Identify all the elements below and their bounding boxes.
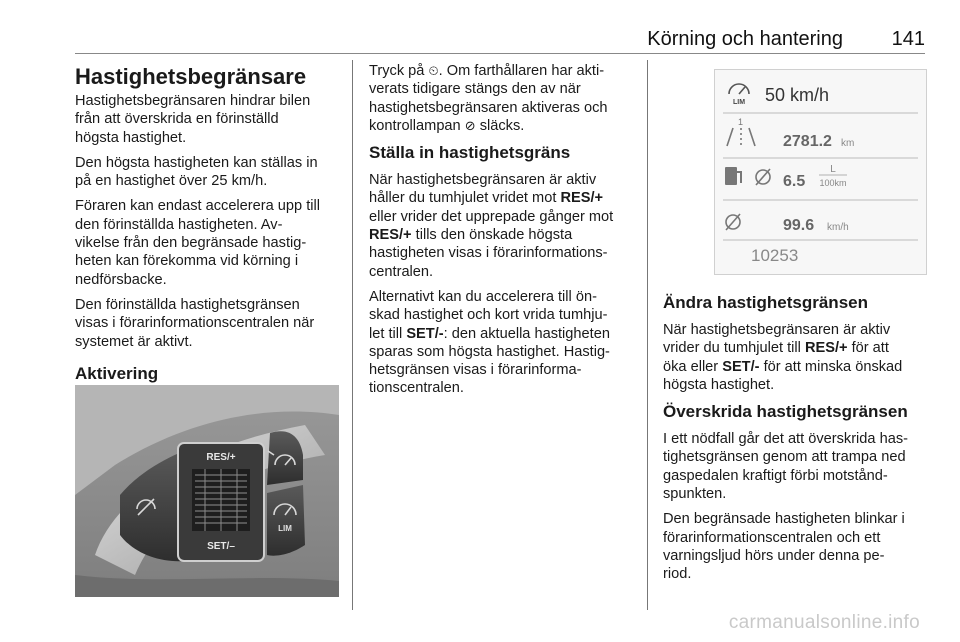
- steering-controls-photo: [75, 385, 339, 597]
- column-1: [75, 62, 347, 392]
- text-line: let till SET/-: den aktuella hastigheten: [369, 325, 610, 342]
- text-line: Hastighetsbegränsaren hindrar bilen: [75, 93, 311, 109]
- column-3: [663, 292, 928, 591]
- steering-controls-illustration: [75, 385, 339, 597]
- average-icon: [756, 169, 770, 185]
- text-line: Föraren kan endast accelerera upp till: [75, 198, 320, 215]
- text-line: RES/+ tills den önskade högsta: [369, 227, 573, 244]
- text-line: centralen.: [369, 263, 434, 280]
- section-heading: Hastighetsbegränsare: [75, 64, 307, 89]
- text-line: förarinformationscentralen och ett: [663, 529, 881, 546]
- cruise-control-lamp-icon: ⊘: [464, 117, 476, 133]
- average-speed-value: 99.6: [783, 217, 815, 234]
- text-line: Den förinställda hastighetsgränsen: [75, 296, 300, 313]
- limit-speed-value: 50 km/h: [765, 85, 830, 105]
- trip-distance-icon: [727, 128, 755, 148]
- header-title: Körning och hantering: [647, 28, 843, 50]
- text-line: Den begränsade hastigheten blinkar i: [663, 511, 905, 528]
- paragraph-blink: [663, 510, 928, 583]
- driver-info-display: [714, 69, 927, 275]
- text-line: den förinställda hastigheten. Av-: [75, 216, 283, 233]
- limiter-button-graphic: [267, 485, 305, 556]
- text-line: eller vrider det upprepade gånger mot: [369, 208, 614, 225]
- trip-marker: 1: [738, 117, 744, 127]
- text-line: spunkten.: [663, 486, 727, 503]
- lim-label: LIM: [278, 524, 292, 533]
- paragraph-driver: [75, 197, 347, 288]
- text-line: hastigheten visas i förarinformations-: [369, 245, 608, 262]
- text-line: Den högsta hastigheten kan ställas in: [75, 154, 318, 171]
- text-line: öka eller SET/- för att minska önskad: [663, 358, 903, 375]
- paragraph-alternative: [369, 288, 643, 398]
- text-line: hastighetsbegränsaren aktiveras och: [369, 99, 608, 116]
- text-line: När hastighetsbegränsaren är aktiv: [369, 172, 597, 189]
- text-line: vrider du tumhjulet till RES/+ för att: [663, 340, 889, 357]
- text-line: vikelse från den begränsade hastig-: [75, 235, 307, 252]
- paragraph-max-speed: [75, 154, 347, 191]
- column-2: [369, 62, 643, 405]
- watermark: carmanualsonline.info: [728, 612, 920, 633]
- text-line: visas i förarinformationscentralen när: [75, 315, 315, 332]
- column-divider-2: [647, 60, 648, 610]
- subheading-activation: Aktivering: [75, 363, 159, 383]
- paragraph-intro: [75, 92, 347, 147]
- text-line: skad hastighet och kort vrida tumhju-: [369, 307, 608, 324]
- paragraph-change-limit: [663, 321, 928, 394]
- text-line: håller du tumhjulet vridet mot RES/+: [369, 190, 604, 207]
- subheading-exceed-limit: Överskrida hastighetsgränsen: [663, 402, 908, 422]
- text-line: kontrollampan ⊘ släcks.: [369, 117, 525, 134]
- text-line: varningsljud hörs under denna pe-: [663, 547, 885, 564]
- average-speed-unit: km/h: [827, 222, 849, 233]
- paragraph-display: [75, 296, 347, 351]
- paragraph-set-limit: [369, 171, 643, 281]
- text-line: systemet är aktivt.: [75, 333, 193, 350]
- fuel-unit-top: L: [830, 164, 836, 175]
- paragraph-exceed: [663, 430, 928, 503]
- text-line: Tryck på ⏲. Om farthållaren har akti-: [369, 63, 605, 79]
- page-number: 141: [891, 28, 925, 50]
- subheading-change-limit: Ändra hastighetsgränsen: [663, 293, 868, 312]
- odometer-value: 10253: [751, 246, 799, 265]
- lim-label: LIM: [732, 99, 746, 106]
- res-label: RES/+: [206, 452, 236, 463]
- trip-distance-unit: km: [841, 138, 855, 149]
- speed-limiter-icon: ⏲: [428, 63, 439, 78]
- fuel-unit-bottom: 100km: [819, 178, 847, 188]
- text-line: hetsgränsen visas i förarinforma-: [369, 362, 582, 379]
- text-line: heten kan förekomma vid körning i: [75, 253, 299, 270]
- header-rule: [75, 53, 925, 54]
- text-line: Alternativt kan du accelerera till ön-: [369, 288, 597, 305]
- fuel-pump-icon: [725, 167, 742, 185]
- text-line: riod.: [663, 566, 692, 583]
- text-line: på en hastighet över 25 km/h.: [75, 173, 268, 190]
- text-line: tighetsgränsen genom att trampa ned: [663, 449, 906, 466]
- text-line: tionscentralen.: [369, 380, 464, 397]
- text-line: från att överskrida en förinställd: [75, 111, 279, 128]
- fuel-consumption-value: 6.5: [783, 173, 806, 190]
- set-label: SET/–: [207, 541, 235, 552]
- trip-distance-value: 2781.2: [783, 133, 832, 150]
- subheading-set-limit: Ställa in hastighetsgräns: [369, 143, 571, 163]
- text-line: verats tidigare stängs den av när: [369, 81, 581, 98]
- speed-limiter-icon: [729, 84, 749, 94]
- text-line: högsta hastighet.: [663, 376, 775, 393]
- text-line: När hastighetsbegränsaren är aktiv: [663, 322, 891, 338]
- text-line: gaspedalen kraftigt förbi motstånd-: [663, 467, 888, 484]
- average-speed-icon: [726, 214, 740, 230]
- text-line: högsta hastighet.: [75, 129, 187, 146]
- column-divider-1: [352, 60, 353, 610]
- text-line: sparas som högsta hastighet. Hastig-: [369, 343, 610, 360]
- text-line: I ett nödfall går det att överskrida has-: [663, 431, 908, 448]
- page-header: [75, 28, 925, 52]
- text-line: nedförsbacke.: [75, 271, 167, 288]
- display-illustration: [715, 70, 926, 274]
- paragraph-press: [369, 62, 643, 135]
